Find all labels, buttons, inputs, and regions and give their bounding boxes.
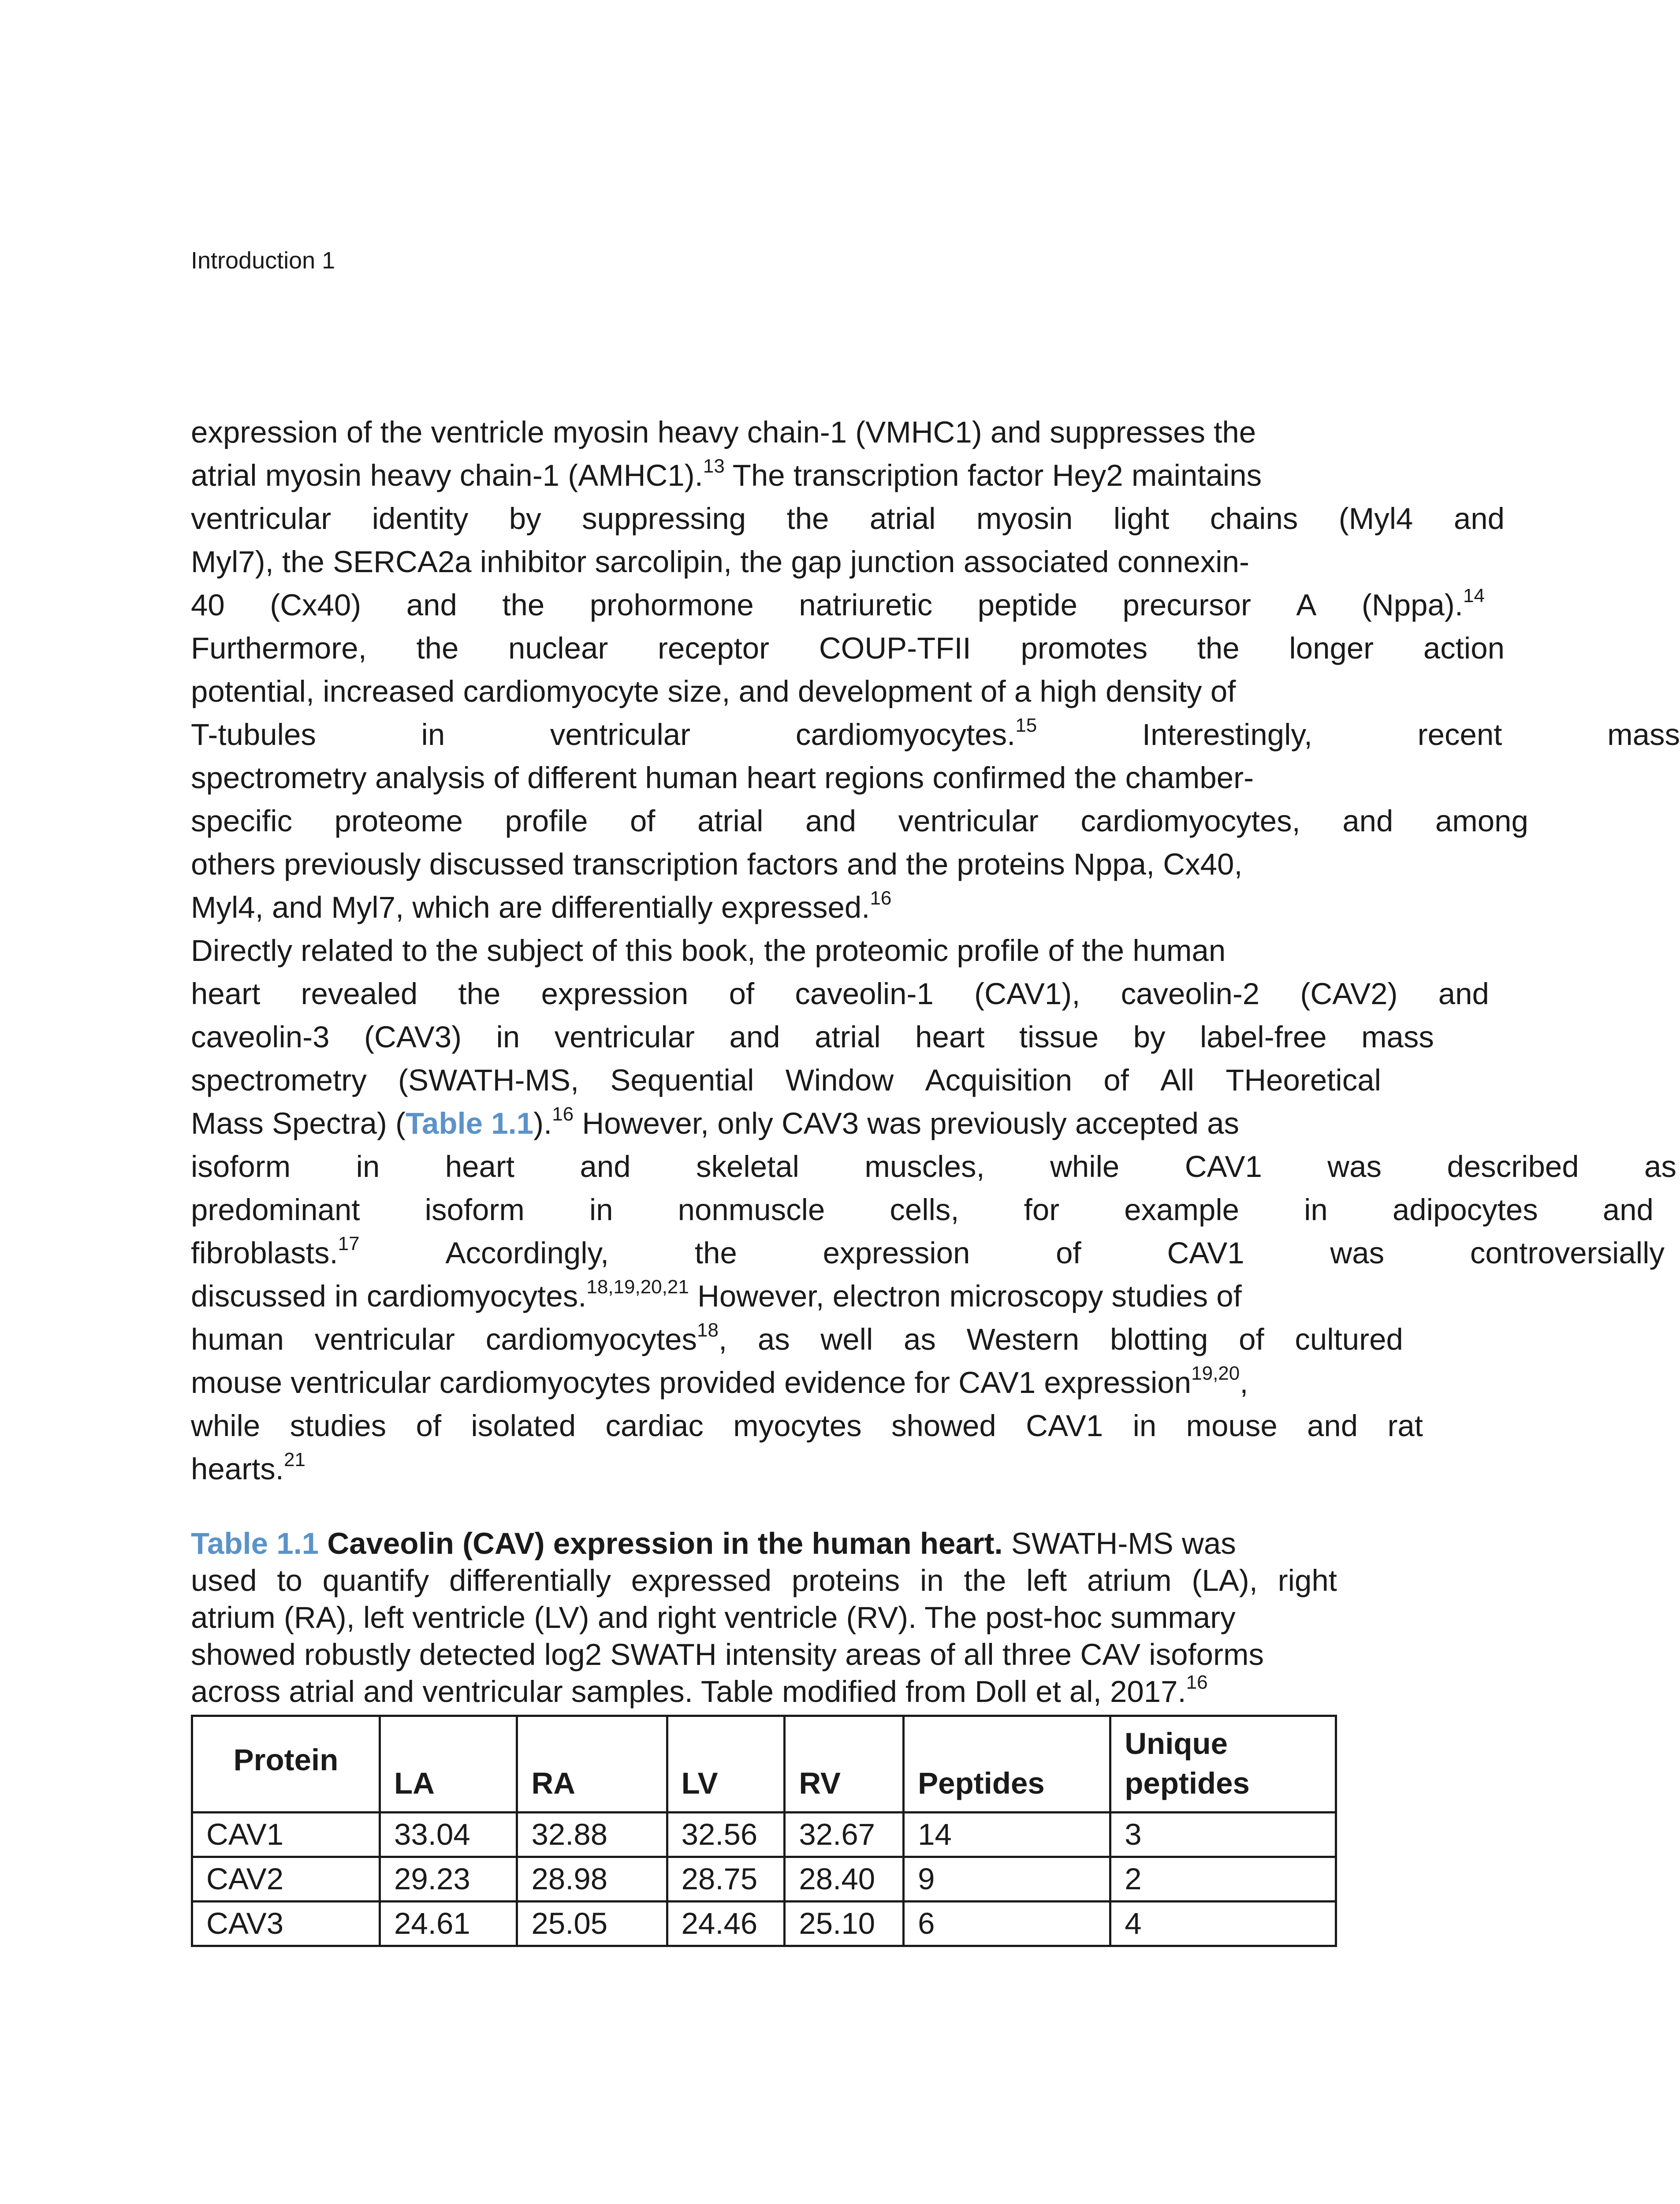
word: tissue [1019,1020,1099,1054]
word: of [416,1409,442,1443]
body-text [191,411,1680,1491]
word: ventricular [550,718,691,752]
text-line [191,1232,1665,1275]
word: Furthermore, [191,631,367,665]
word: suppressing [582,502,746,536]
word: A [1296,588,1317,622]
header-cell: RA [517,1716,667,1813]
citation: 16 [870,887,892,909]
header-cell: Peptides [904,1716,1110,1813]
word: identity [372,502,469,536]
citation: 14 [1463,585,1485,607]
text-line: expression of the ventricle myosin heavy chain-1 (VMHC1) and suppresses the [191,415,1256,449]
word: (Cx40) [270,588,361,622]
word: while [1050,1150,1120,1184]
word: expression [541,977,689,1011]
table-reference-link[interactable]: Table 1.1 [405,1106,534,1140]
word: (Myl4 [1338,502,1413,536]
table-header-row [192,1716,1336,1813]
word: heart [191,977,261,1011]
word: left [1026,1564,1067,1597]
word: described [1447,1150,1579,1184]
word: human [191,1322,284,1356]
word: proteome [334,804,463,838]
value-cell: 33.04 [380,1813,517,1857]
word: cardiac [605,1409,704,1443]
word: rat [1387,1409,1423,1443]
text-line [191,1188,1654,1232]
value-cell: 24.46 [667,1902,785,1946]
word: to [277,1564,302,1597]
text-line: hearts.$^{21}$ [191,1449,305,1486]
word: showed [891,1409,996,1443]
text-line [191,713,1680,756]
word: controversially [1470,1236,1665,1270]
text-line [191,1318,1403,1361]
text-line [191,1145,1676,1188]
text-line: Myl7), the SERCA2a inhibitor sarcolipin, the gap junction associated connexin- [191,545,1249,579]
protein-cell: CAV1 [192,1813,380,1857]
word: T-tubules [191,718,316,752]
text-line: Myl4, and Myl7, which are differentially expressed.$^{16}$ [191,887,892,924]
value-cell: 25.05 [517,1902,667,1946]
word: Interestingly, [1142,718,1312,752]
word: mass [1607,718,1680,752]
word: isoform [425,1193,525,1227]
protein-cell: CAV3 [192,1902,380,1946]
word: (CAV3) [364,1020,462,1054]
word: CAV1 [1185,1150,1262,1184]
word: All [1160,1063,1194,1097]
word: heart [915,1020,985,1054]
word: prohormone [589,588,754,622]
word: proteins [791,1564,900,1597]
word: studies [290,1409,387,1443]
word: ventricular [898,804,1039,838]
word: and [1342,804,1393,838]
word: specific [191,804,293,838]
value-cell: 25.10 [785,1902,904,1946]
word: for [1024,1193,1060,1227]
value-cell: 32.67 [785,1813,904,1857]
word: and [1602,1193,1654,1227]
word: (CAV2) [1300,977,1398,1011]
text-line: Mass Spectra) (Table 1.1).$^{16}$ However, only CAV3 was previously accepted as [191,1103,1240,1140]
word: quantify [322,1564,429,1597]
word: COUP-TFII [819,631,971,665]
word: of [1056,1236,1081,1270]
word: and [729,1020,780,1054]
word: Western [966,1322,1080,1356]
word: isolated [471,1409,576,1443]
text-line: others previously discussed transcription factors and the proteins Nppa, Cx40, [191,847,1243,881]
value-cell: 9 [904,1857,1110,1902]
caption-line: atrium (RA), left ventricle (LV) and right ventricle (RV). The post-hoc summary [191,1601,1236,1634]
word: revealed [301,977,418,1011]
word: as [757,1322,790,1356]
word: right [1278,1564,1337,1597]
word: expressed [631,1564,772,1597]
value-cell: 6 [904,1902,1110,1946]
caption-label: Table 1.1 [191,1526,319,1560]
word: while [191,1409,261,1443]
word: light [1113,502,1170,536]
caption-line: Table 1.1 Caveolin (CAV) expression in the human heart. SWATH-MS was [191,1526,1236,1560]
word: the [964,1564,1006,1597]
word: CAV1 [1167,1236,1244,1270]
word: and [1307,1409,1358,1443]
word: Acquisition [925,1063,1073,1097]
word: myosin [976,502,1073,536]
citation: 18,19,20,21 [586,1276,689,1298]
word: in [1304,1193,1328,1227]
caption-line: showed robustly detected log2 SWATH intensity areas of all three CAV isoforms [191,1638,1264,1672]
word: myocytes [733,1409,862,1443]
text-line: spectrometry analysis of different human heart regions confirmed the chamber- [191,761,1254,795]
word: the [786,502,829,536]
word: in [496,1020,520,1054]
word: spectrometry [191,1063,367,1097]
word: Sequential [610,1063,754,1097]
word: isoform [191,1150,291,1184]
word: caveolin-1 [795,977,934,1011]
word: the [502,588,545,622]
caveolin-expression-table [191,1715,1337,1947]
word: example [1124,1193,1240,1227]
text-line [191,972,1489,1016]
word: peptide [977,588,1078,622]
word: (LA), [1192,1564,1258,1597]
word: action [1423,631,1505,665]
word: as [904,1322,936,1356]
word: cells, [890,1193,959,1227]
word: Window [785,1063,894,1097]
word: the [416,631,459,665]
word: caveolin-2 [1121,977,1260,1011]
citation: 21 [283,1449,305,1471]
word: used [191,1564,257,1597]
word: among [1435,804,1528,838]
word: cardiomyocytes, [1080,804,1300,838]
value-cell: 32.56 [667,1813,785,1857]
word: Accordingly, [445,1236,609,1270]
word: in [1132,1409,1157,1443]
word: heart [445,1150,515,1184]
word: atrial [697,804,764,838]
value-cell: 2 [1110,1857,1336,1902]
word: nonmuscle [678,1193,825,1227]
word: precursor [1122,588,1251,622]
word: adipocytes [1392,1193,1538,1227]
citation: 16 [1186,1672,1208,1693]
word: by [1133,1020,1166,1054]
word: (CAV1), [974,977,1080,1011]
word: atrium [1087,1564,1172,1597]
citation: 13 [703,455,725,477]
word: cardiomyocytes$^{18}$, [485,1319,727,1356]
word: and [406,588,457,622]
header-cell: Unique peptides [1110,1716,1336,1813]
word: of [1103,1063,1129,1097]
table-row [192,1902,1336,1946]
word: in [356,1150,380,1184]
citation: 16 [552,1103,574,1125]
text-line [191,497,1505,540]
word: of [729,977,755,1011]
text-line [191,1059,1381,1102]
word: longer [1289,631,1374,665]
citation: 15 [1015,715,1037,736]
word: of [630,804,656,838]
value-cell: 28.40 [785,1857,904,1902]
word: caveolin-3 [191,1020,330,1054]
word: well [820,1322,873,1356]
citation: 18 [697,1319,719,1341]
word: atrial [815,1020,881,1054]
word: nuclear [508,631,608,665]
word: skeletal [696,1150,799,1184]
word: in [421,718,445,752]
word: of [1239,1322,1264,1356]
value-cell: 32.88 [517,1813,667,1857]
word: the [1197,631,1240,665]
text-line [191,1404,1423,1448]
value-cell: 24.61 [380,1902,517,1946]
table-row [192,1813,1336,1857]
value-cell: 28.98 [517,1857,667,1902]
word: ventricular [314,1322,455,1356]
word: (SWATH-MS, [398,1063,579,1097]
word: as [1644,1150,1676,1184]
text-line: discussed in cardiomyocytes.$^{18,19,20,21}$ However, electron microscopy studies of [191,1276,1242,1313]
word: 40 [191,588,225,622]
text-line [191,800,1528,843]
word: mass [1361,1020,1434,1054]
word: and [805,804,857,838]
word: receptor [658,631,770,665]
word: THeoretical [1226,1063,1381,1097]
value-cell: 28.75 [667,1857,785,1902]
word: blotting [1110,1322,1208,1356]
value-cell: 29.23 [380,1857,517,1902]
word: atrial [869,502,936,536]
word: the [458,977,501,1011]
word: (Nppa).$^{14}$ [1361,585,1485,622]
word: and [1438,977,1489,1011]
protein-cell: CAV2 [192,1857,380,1902]
header-cell: RV [785,1716,904,1813]
text-line [191,627,1505,670]
word: cardiomyocytes.$^{15}$ [795,715,1037,752]
running-header: Introduction 1 [191,247,335,274]
word: muscles, [864,1150,985,1184]
word: and [1453,502,1505,536]
word: and [580,1150,631,1184]
header-cell: Protein [192,1716,380,1813]
caption-title: Caveolin (CAV) expression in the human heart. [319,1526,1003,1560]
word: fibroblasts.$^{17}$ [191,1233,360,1270]
word: recent [1417,718,1502,752]
table-row [192,1857,1336,1902]
caption-line: across atrial and ventricular samples. Table modified from Doll et al, 2017.16 [191,1672,1208,1709]
text-line: Directly related to the subject of this book, the proteomic profile of the human [191,934,1226,968]
text-line: atrial myosin heavy chain-1 (AMHC1).$^{13}$ The transcription factor Hey2 maintains [191,455,1262,492]
word: the [694,1236,737,1270]
word: mouse [1186,1409,1278,1443]
text-line: potential, increased cardiomyocyte size, and development of a high density of [191,674,1236,708]
word: natriuretic [799,588,933,622]
header-cell: LA [380,1716,517,1813]
value-cell: 3 [1110,1813,1336,1857]
word: differentially [449,1564,611,1597]
caption-line [191,1562,1337,1599]
word: was [1327,1150,1382,1184]
word: was [1330,1236,1385,1270]
word: in [920,1564,944,1597]
word: by [509,502,541,536]
value-cell: 4 [1110,1902,1336,1946]
word: CAV1 [1026,1409,1103,1443]
word: in [589,1193,613,1227]
table-caption [191,1525,1337,1710]
text-line [191,1016,1434,1059]
word: profile [505,804,588,838]
word: predominant [191,1193,360,1227]
word: ventricular [554,1020,695,1054]
value-cell: 14 [904,1813,1110,1857]
word: promotes [1021,631,1148,665]
header-cell: LV [667,1716,785,1813]
citation: 19,20 [1191,1363,1240,1384]
word: chains [1210,502,1298,536]
word: expression [823,1236,970,1270]
citation: 17 [338,1233,360,1255]
text-line: mouse ventricular cardiomyocytes provided evidence for CAV1 expression$^{19,20}$, [191,1363,1248,1400]
word: cultured [1295,1322,1403,1356]
text-line [191,584,1485,627]
word: label-free [1199,1020,1327,1054]
word: ventricular [191,502,332,536]
